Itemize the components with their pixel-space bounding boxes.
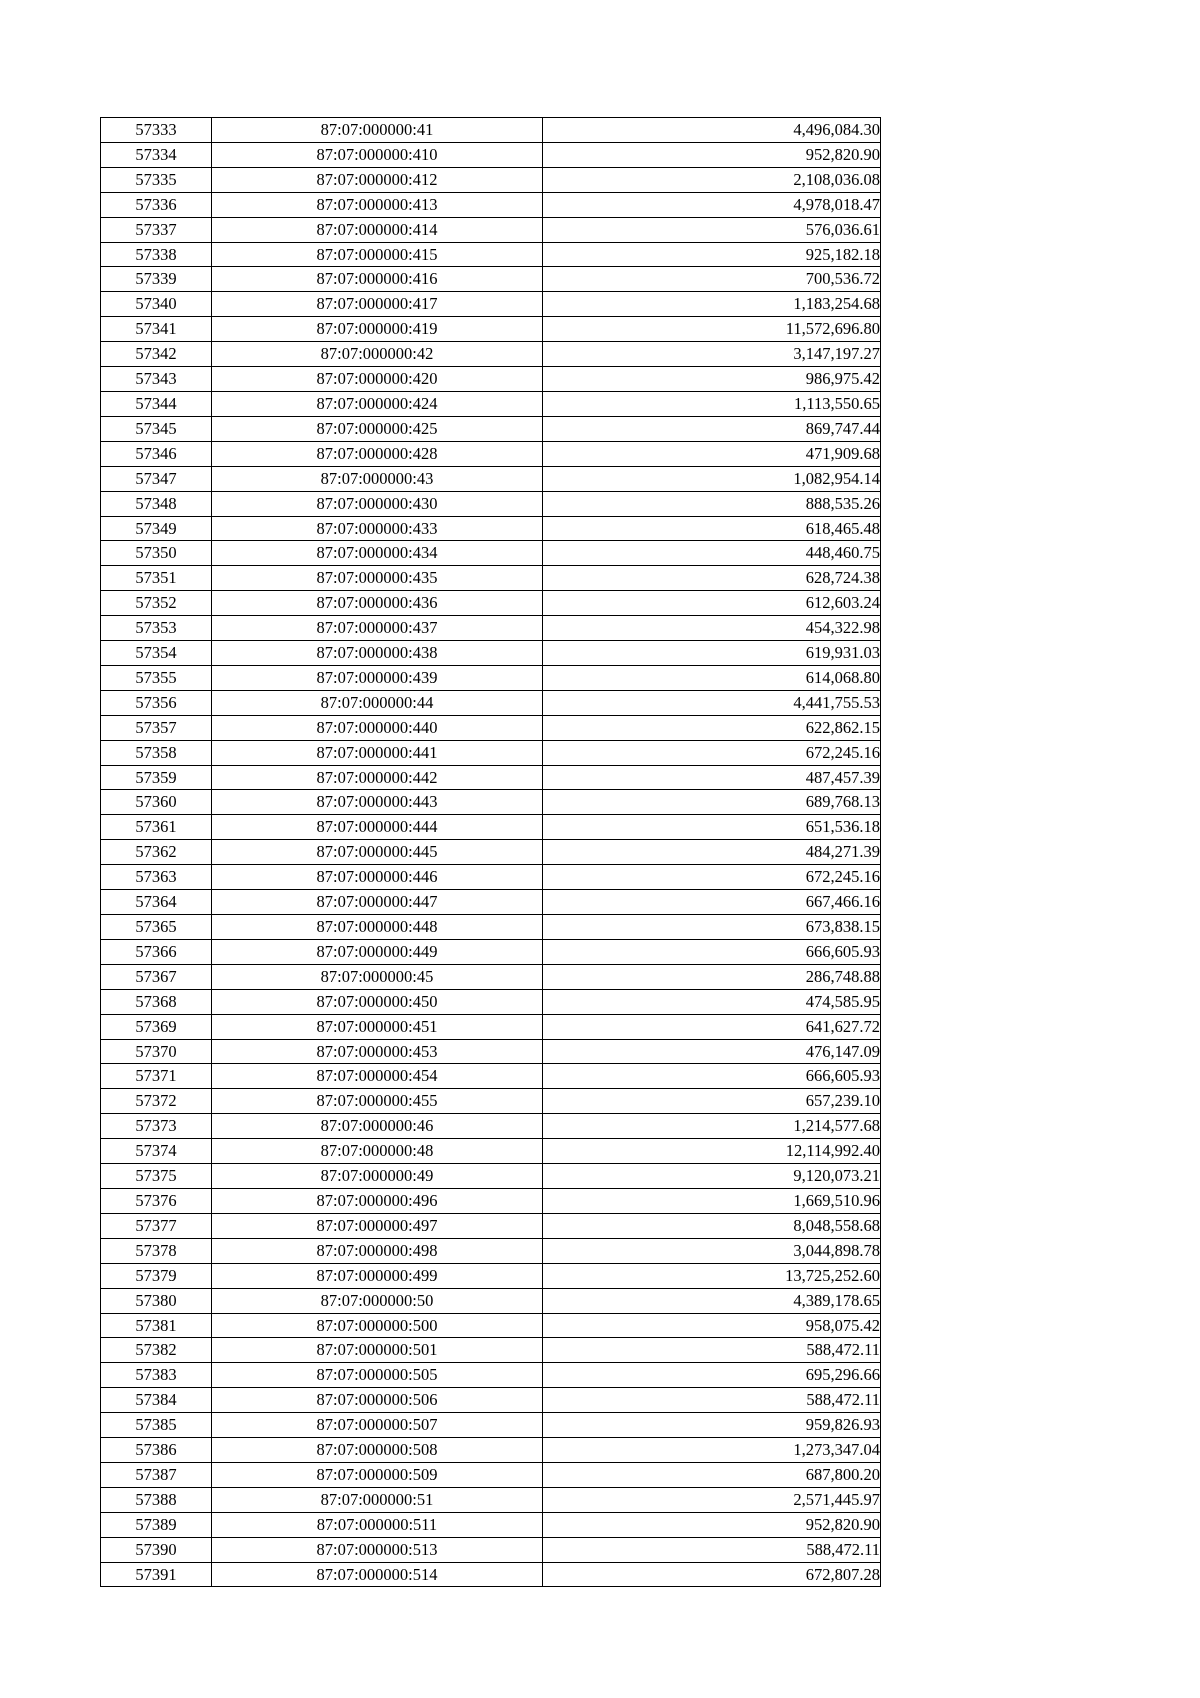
cadastral-value-cell: 2,108,036.08 [543, 167, 881, 192]
table-row [101, 591, 881, 616]
table-row [101, 1089, 881, 1114]
row-number-cell: 57379 [101, 1263, 212, 1288]
cadastral-number-cell: 87:07:000000:415 [212, 242, 543, 267]
table-row [101, 765, 881, 790]
cadastral-number-cell: 87:07:000000:428 [212, 441, 543, 466]
table-row [101, 1164, 881, 1189]
cadastral-number-cell: 87:07:000000:417 [212, 292, 543, 317]
cadastral-number-cell: 87:07:000000:435 [212, 566, 543, 591]
cadastral-value-cell: 3,044,898.78 [543, 1238, 881, 1263]
table-row [101, 890, 881, 915]
row-number-cell: 57348 [101, 491, 212, 516]
row-number-cell: 57375 [101, 1164, 212, 1189]
row-number-cell: 57362 [101, 840, 212, 865]
row-number-cell: 57354 [101, 641, 212, 666]
row-number-cell: 57347 [101, 466, 212, 491]
row-number-cell: 57389 [101, 1512, 212, 1537]
table-row [101, 1039, 881, 1064]
table-row [101, 1213, 881, 1238]
row-number-cell: 57358 [101, 740, 212, 765]
cadastral-value-cell: 612,603.24 [543, 591, 881, 616]
cadastral-value-cell: 869,747.44 [543, 416, 881, 441]
row-number-cell: 57370 [101, 1039, 212, 1064]
row-number-cell: 57359 [101, 765, 212, 790]
cadastral-number-cell: 87:07:000000:499 [212, 1263, 543, 1288]
cadastral-number-cell: 87:07:000000:500 [212, 1313, 543, 1338]
cadastral-number-cell: 87:07:000000:509 [212, 1462, 543, 1487]
cadastral-number-cell: 87:07:000000:412 [212, 167, 543, 192]
cadastral-number-cell: 87:07:000000:514 [212, 1562, 543, 1587]
cadastral-number-cell: 87:07:000000:451 [212, 1014, 543, 1039]
row-number-cell: 57333 [101, 118, 212, 143]
table-row [101, 1238, 881, 1263]
cadastral-number-cell: 87:07:000000:43 [212, 466, 543, 491]
table-row [101, 1014, 881, 1039]
row-number-cell: 57343 [101, 367, 212, 392]
cadastral-value-cell: 1,669,510.96 [543, 1188, 881, 1213]
cadastral-number-cell: 87:07:000000:425 [212, 416, 543, 441]
cadastral-value-cell: 672,245.16 [543, 865, 881, 890]
row-number-cell: 57342 [101, 342, 212, 367]
table-row [101, 1487, 881, 1512]
table-row [101, 865, 881, 890]
table-row [101, 441, 881, 466]
table-row [101, 1188, 881, 1213]
cadastral-number-cell: 87:07:000000:50 [212, 1288, 543, 1313]
row-number-cell: 57369 [101, 1014, 212, 1039]
cadastral-number-cell: 87:07:000000:46 [212, 1114, 543, 1139]
table-row [101, 167, 881, 192]
cadastral-number-cell: 87:07:000000:445 [212, 840, 543, 865]
cadastral-value-cell: 673,838.15 [543, 915, 881, 940]
cadastral-number-cell: 87:07:000000:414 [212, 217, 543, 242]
cadastral-value-cell: 687,800.20 [543, 1462, 881, 1487]
row-number-cell: 57391 [101, 1562, 212, 1587]
row-number-cell: 57384 [101, 1388, 212, 1413]
cadastral-number-cell: 87:07:000000:447 [212, 890, 543, 915]
row-number-cell: 57352 [101, 591, 212, 616]
cadastral-value-cell: 4,978,018.47 [543, 192, 881, 217]
table-row [101, 317, 881, 342]
cadastral-value-cell: 689,768.13 [543, 790, 881, 815]
table-row [101, 1562, 881, 1587]
cadastral-number-cell: 87:07:000000:449 [212, 939, 543, 964]
cadastral-number-cell: 87:07:000000:41 [212, 118, 543, 143]
cadastral-number-cell: 87:07:000000:410 [212, 142, 543, 167]
table-row [101, 292, 881, 317]
cadastral-value-cell: 13,725,252.60 [543, 1263, 881, 1288]
table-row [101, 665, 881, 690]
table-row [101, 915, 881, 940]
cadastral-value-cell: 666,605.93 [543, 1064, 881, 1089]
cadastral-number-cell: 87:07:000000:508 [212, 1438, 543, 1463]
row-number-cell: 57390 [101, 1537, 212, 1562]
row-number-cell: 57388 [101, 1487, 212, 1512]
table-row [101, 192, 881, 217]
row-number-cell: 57383 [101, 1363, 212, 1388]
row-number-cell: 57345 [101, 416, 212, 441]
row-number-cell: 57387 [101, 1462, 212, 1487]
cadastral-value-cell: 666,605.93 [543, 939, 881, 964]
row-number-cell: 57346 [101, 441, 212, 466]
table-row [101, 1064, 881, 1089]
table-row [101, 989, 881, 1014]
row-number-cell: 57340 [101, 292, 212, 317]
table-row [101, 715, 881, 740]
cadastral-value-cell: 672,245.16 [543, 740, 881, 765]
cadastral-number-cell: 87:07:000000:501 [212, 1338, 543, 1363]
table-row [101, 690, 881, 715]
cadastral-number-cell: 87:07:000000:455 [212, 1089, 543, 1114]
cadastral-value-cell: 888,535.26 [543, 491, 881, 516]
row-number-cell: 57371 [101, 1064, 212, 1089]
cadastral-number-cell: 87:07:000000:44 [212, 690, 543, 715]
cadastral-number-cell: 87:07:000000:419 [212, 317, 543, 342]
table-row [101, 641, 881, 666]
cadastral-value-cell: 641,627.72 [543, 1014, 881, 1039]
row-number-cell: 57368 [101, 989, 212, 1014]
row-number-cell: 57336 [101, 192, 212, 217]
cadastral-number-cell: 87:07:000000:437 [212, 616, 543, 641]
row-number-cell: 57334 [101, 142, 212, 167]
cadastral-number-cell: 87:07:000000:497 [212, 1213, 543, 1238]
row-number-cell: 57378 [101, 1238, 212, 1263]
row-number-cell: 57344 [101, 391, 212, 416]
table-row [101, 466, 881, 491]
cadastral-value-cell: 588,472.11 [543, 1537, 881, 1562]
cadastral-number-cell: 87:07:000000:450 [212, 989, 543, 1014]
cadastral-value-cell: 448,460.75 [543, 541, 881, 566]
table-row [101, 1462, 881, 1487]
cadastral-value-cell: 619,931.03 [543, 641, 881, 666]
table-row [101, 516, 881, 541]
row-number-cell: 57338 [101, 242, 212, 267]
cadastral-value-cell: 8,048,558.68 [543, 1213, 881, 1238]
cadastral-value-cell: 959,826.93 [543, 1413, 881, 1438]
cadastral-number-cell: 87:07:000000:513 [212, 1537, 543, 1562]
row-number-cell: 57366 [101, 939, 212, 964]
cadastral-number-cell: 87:07:000000:446 [212, 865, 543, 890]
cadastral-number-cell: 87:07:000000:51 [212, 1487, 543, 1512]
cadastral-number-cell: 87:07:000000:439 [212, 665, 543, 690]
cadastral-number-cell: 87:07:000000:440 [212, 715, 543, 740]
cadastral-number-cell: 87:07:000000:438 [212, 641, 543, 666]
cadastral-number-cell: 87:07:000000:420 [212, 367, 543, 392]
row-number-cell: 57374 [101, 1139, 212, 1164]
row-number-cell: 57385 [101, 1413, 212, 1438]
table-row [101, 1288, 881, 1313]
cadastral-value-cell: 454,322.98 [543, 616, 881, 641]
table-row [101, 1413, 881, 1438]
cadastral-value-cell: 476,147.09 [543, 1039, 881, 1064]
cadastral-number-cell: 87:07:000000:441 [212, 740, 543, 765]
row-number-cell: 57367 [101, 964, 212, 989]
cadastral-number-cell: 87:07:000000:443 [212, 790, 543, 815]
table-row [101, 566, 881, 591]
table-row [101, 939, 881, 964]
table-row [101, 964, 881, 989]
cadastral-number-cell: 87:07:000000:454 [212, 1064, 543, 1089]
row-number-cell: 57365 [101, 915, 212, 940]
cadastral-number-cell: 87:07:000000:45 [212, 964, 543, 989]
table-row [101, 790, 881, 815]
table-row [101, 1313, 881, 1338]
row-number-cell: 57341 [101, 317, 212, 342]
table-row [101, 740, 881, 765]
table-row [101, 1338, 881, 1363]
cadastral-number-cell: 87:07:000000:416 [212, 267, 543, 292]
row-number-cell: 57350 [101, 541, 212, 566]
table-row [101, 840, 881, 865]
row-number-cell: 57372 [101, 1089, 212, 1114]
table-body [101, 118, 881, 1587]
cadastral-value-cell: 588,472.11 [543, 1338, 881, 1363]
cadastral-number-cell: 87:07:000000:506 [212, 1388, 543, 1413]
cadastral-number-cell: 87:07:000000:434 [212, 541, 543, 566]
row-number-cell: 57363 [101, 865, 212, 890]
cadastral-number-cell: 87:07:000000:442 [212, 765, 543, 790]
cadastral-number-cell: 87:07:000000:436 [212, 591, 543, 616]
cadastral-value-cell: 1,113,550.65 [543, 391, 881, 416]
cadastral-value-cell: 695,296.66 [543, 1363, 881, 1388]
table-row [101, 491, 881, 516]
row-number-cell: 57373 [101, 1114, 212, 1139]
cadastral-number-cell: 87:07:000000:413 [212, 192, 543, 217]
cadastral-value-cell: 657,239.10 [543, 1089, 881, 1114]
table-row [101, 1363, 881, 1388]
cadastral-value-cell: 700,536.72 [543, 267, 881, 292]
table-row [101, 118, 881, 143]
row-number-cell: 57357 [101, 715, 212, 740]
cadastral-number-cell: 87:07:000000:444 [212, 815, 543, 840]
table-row [101, 1438, 881, 1463]
table-row [101, 616, 881, 641]
row-number-cell: 57349 [101, 516, 212, 541]
cadastral-value-cell: 651,536.18 [543, 815, 881, 840]
cadastral-value-cell: 1,082,954.14 [543, 466, 881, 491]
cadastral-value-cell: 4,441,755.53 [543, 690, 881, 715]
row-number-cell: 57355 [101, 665, 212, 690]
cadastral-value-cell: 9,120,073.21 [543, 1164, 881, 1189]
row-number-cell: 57381 [101, 1313, 212, 1338]
cadastral-value-cell: 3,147,197.27 [543, 342, 881, 367]
cadastral-number-cell: 87:07:000000:448 [212, 915, 543, 940]
row-number-cell: 57377 [101, 1213, 212, 1238]
cadastral-value-cell: 958,075.42 [543, 1313, 881, 1338]
row-number-cell: 57382 [101, 1338, 212, 1363]
cadastral-value-cell: 925,182.18 [543, 242, 881, 267]
row-number-cell: 57380 [101, 1288, 212, 1313]
cadastral-value-cell: 484,271.39 [543, 840, 881, 865]
cadastral-number-cell: 87:07:000000:453 [212, 1039, 543, 1064]
cadastral-number-cell: 87:07:000000:496 [212, 1188, 543, 1213]
cadastral-number-cell: 87:07:000000:424 [212, 391, 543, 416]
row-number-cell: 57376 [101, 1188, 212, 1213]
table-row [101, 1114, 881, 1139]
cadastral-number-cell: 87:07:000000:511 [212, 1512, 543, 1537]
table-row [101, 1388, 881, 1413]
row-number-cell: 57364 [101, 890, 212, 915]
cadastral-value-cell: 2,571,445.97 [543, 1487, 881, 1512]
table-row [101, 367, 881, 392]
cadastral-value-cell: 622,862.15 [543, 715, 881, 740]
cadastral-value-cell: 986,975.42 [543, 367, 881, 392]
cadastral-value-cell: 614,068.80 [543, 665, 881, 690]
cadastral-value-cell: 672,807.28 [543, 1562, 881, 1587]
cadastral-value-cell: 952,820.90 [543, 142, 881, 167]
cadastral-value-cell: 12,114,992.40 [543, 1139, 881, 1164]
cadastral-value-cell: 4,389,178.65 [543, 1288, 881, 1313]
cadastral-value-cell: 286,748.88 [543, 964, 881, 989]
cadastral-value-cell: 1,214,577.68 [543, 1114, 881, 1139]
table-row [101, 217, 881, 242]
table-row [101, 1139, 881, 1164]
table-row [101, 1263, 881, 1288]
cadastral-value-cell: 474,585.95 [543, 989, 881, 1014]
table-row [101, 342, 881, 367]
cadastral-value-cell: 487,457.39 [543, 765, 881, 790]
cadastral-value-cell: 471,909.68 [543, 441, 881, 466]
cadastral-value-cell: 11,572,696.80 [543, 317, 881, 342]
row-number-cell: 57353 [101, 616, 212, 641]
table-row [101, 391, 881, 416]
cadastral-value-cell: 628,724.38 [543, 566, 881, 591]
table-row [101, 416, 881, 441]
table-row [101, 815, 881, 840]
cadastral-number-cell: 87:07:000000:507 [212, 1413, 543, 1438]
cadastral-value-cell: 952,820.90 [543, 1512, 881, 1537]
cadastral-value-cell: 1,183,254.68 [543, 292, 881, 317]
row-number-cell: 57335 [101, 167, 212, 192]
cadastral-value-cell: 618,465.48 [543, 516, 881, 541]
row-number-cell: 57386 [101, 1438, 212, 1463]
table-row [101, 242, 881, 267]
cadastral-value-cell: 1,273,347.04 [543, 1438, 881, 1463]
cadastral-number-cell: 87:07:000000:48 [212, 1139, 543, 1164]
row-number-cell: 57356 [101, 690, 212, 715]
cadastral-number-cell: 87:07:000000:430 [212, 491, 543, 516]
cadastral-number-cell: 87:07:000000:505 [212, 1363, 543, 1388]
table-row [101, 1512, 881, 1537]
cadastral-number-cell: 87:07:000000:42 [212, 342, 543, 367]
table-row [101, 1537, 881, 1562]
cadastral-value-cell: 576,036.61 [543, 217, 881, 242]
cadastral-value-cell: 4,496,084.30 [543, 118, 881, 143]
row-number-cell: 57360 [101, 790, 212, 815]
table-row [101, 142, 881, 167]
cadastral-number-cell: 87:07:000000:49 [212, 1164, 543, 1189]
row-number-cell: 57339 [101, 267, 212, 292]
cadastral-value-cell: 588,472.11 [543, 1388, 881, 1413]
cadastral-number-cell: 87:07:000000:433 [212, 516, 543, 541]
cadastral-value-cell: 667,466.16 [543, 890, 881, 915]
row-number-cell: 57351 [101, 566, 212, 591]
cadastral-number-cell: 87:07:000000:498 [212, 1238, 543, 1263]
row-number-cell: 57361 [101, 815, 212, 840]
cadastral-value-table [100, 117, 881, 1587]
table-row [101, 541, 881, 566]
row-number-cell: 57337 [101, 217, 212, 242]
table-row [101, 267, 881, 292]
